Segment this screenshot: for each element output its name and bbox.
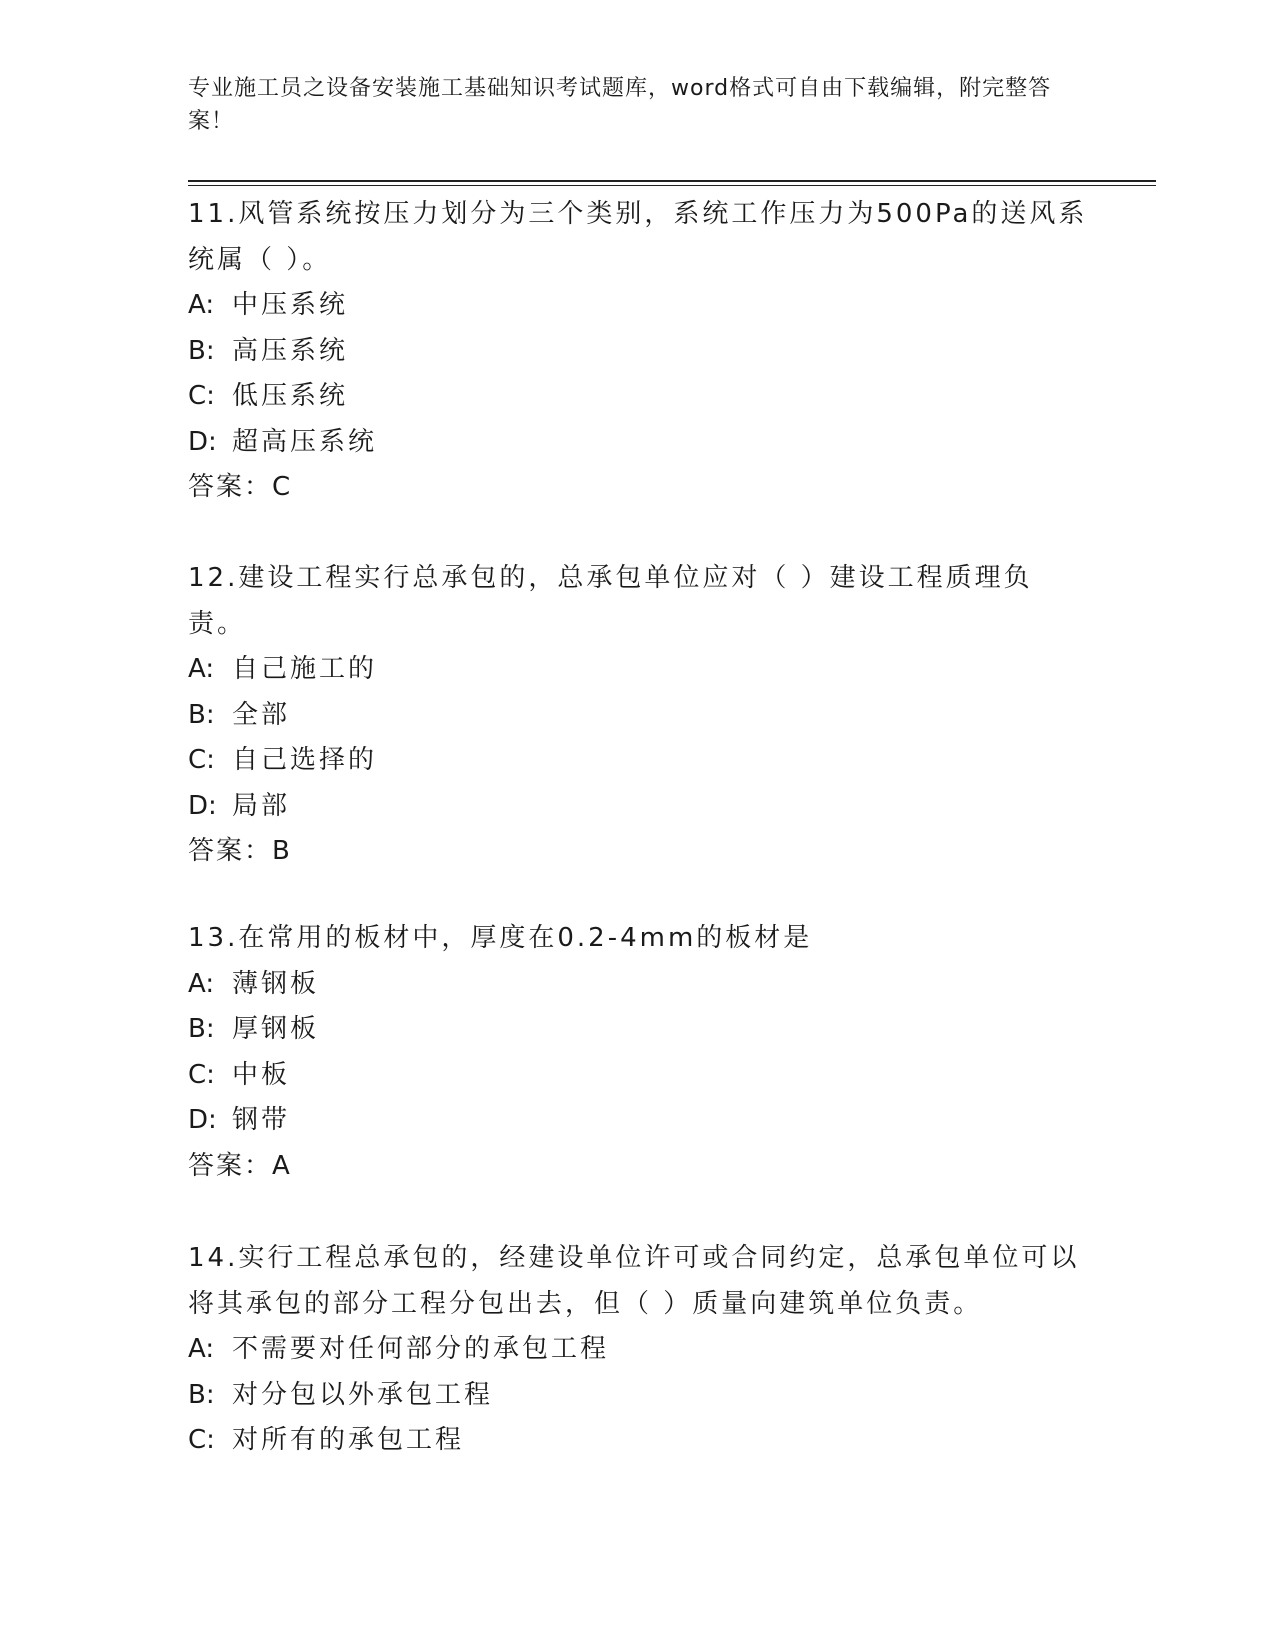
option-c <box>188 738 1088 784</box>
option-text: 自己选择的 <box>232 745 378 775</box>
option-label: A: <box>188 290 215 320</box>
question-14 <box>188 1236 1088 1464</box>
answer-line: 答案：B <box>188 836 292 866</box>
option-label: B: <box>188 335 215 366</box>
question-13 <box>188 916 1088 1189</box>
option-text: 对分包以外承包工程 <box>232 1379 494 1410</box>
option-c <box>188 1053 1088 1099</box>
question-11 <box>188 192 1088 511</box>
option-label: D: <box>188 790 217 821</box>
option-b <box>188 1007 1088 1053</box>
option-label: C: <box>188 1059 215 1090</box>
option-text: 局部 <box>232 790 291 821</box>
option-label: B: <box>188 699 215 730</box>
option-text: 对所有的承包工程 <box>232 1425 465 1455</box>
option-d <box>188 784 1088 830</box>
option-label: D: <box>188 1105 217 1135</box>
option-text: 全部 <box>232 699 291 730</box>
option-text: 厚钢板 <box>232 1014 320 1044</box>
option-b <box>188 329 1088 375</box>
answer-line: 答案：C <box>188 472 293 502</box>
option-b <box>188 693 1088 739</box>
option-label: C: <box>188 381 215 411</box>
option-c <box>188 1418 1088 1464</box>
option-b <box>188 1373 1088 1419</box>
option-a <box>188 962 1088 1008</box>
question-text: 14.实行工程总承包的，经建设单位许可或合同约定，总承包单位可以将其承包的部分工程分包出去，但（ ）质量向建筑单位负责。 <box>188 1243 1080 1319</box>
option-a <box>188 647 1088 693</box>
option-label: C: <box>188 745 215 775</box>
answer-line: 答案：A <box>188 1150 292 1181</box>
option-text: 钢带 <box>232 1105 291 1135</box>
option-d <box>188 1098 1088 1144</box>
option-text: 超高压系统 <box>232 426 378 457</box>
question-12 <box>188 556 1088 875</box>
option-text: 薄钢板 <box>232 968 320 999</box>
option-text: 自己施工的 <box>232 654 378 684</box>
document-intro: 专业施工员之设备安装施工基础知识考试题库，word格式可自由下载编辑，附完整答案！ <box>188 76 1052 134</box>
question-text: 12.建设工程实行总承包的，总承包单位应对（ ）建设工程质理负责。 <box>188 563 1033 639</box>
option-label: B: <box>188 1379 215 1410</box>
option-label: C: <box>188 1425 215 1455</box>
option-text: 中板 <box>232 1059 291 1090</box>
option-label: B: <box>188 1014 215 1044</box>
option-label: D: <box>188 426 217 457</box>
header-divider-thin <box>188 185 1156 186</box>
option-label: A: <box>188 654 215 684</box>
option-text: 高压系统 <box>232 335 349 366</box>
option-d <box>188 420 1088 466</box>
option-c <box>188 374 1088 420</box>
option-a <box>188 1327 1088 1373</box>
question-text: 11.风管系统按压力划分为三个类别，系统工作压力为500Pa的送风系统属（ ）。 <box>188 199 1088 275</box>
option-text: 中压系统 <box>232 290 349 320</box>
option-label: A: <box>188 968 215 999</box>
header-divider-thick <box>188 180 1156 182</box>
option-label: A: <box>188 1334 215 1364</box>
option-text: 不需要对任何部分的承包工程 <box>232 1334 610 1364</box>
option-text: 低压系统 <box>232 381 349 411</box>
question-text: 13.在常用的板材中，厚度在0.2-4mm的板材是 <box>188 923 813 953</box>
option-a <box>188 283 1088 329</box>
